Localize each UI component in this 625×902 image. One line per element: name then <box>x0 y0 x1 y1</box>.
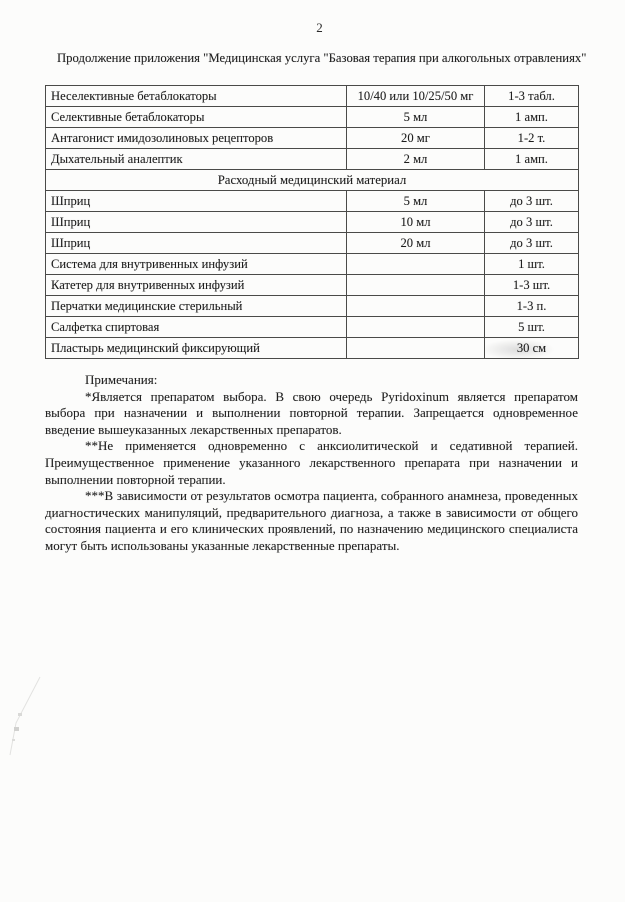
dose-cell <box>347 317 485 338</box>
item-name-cell: Перчатки медицинские стерильный <box>46 296 347 317</box>
item-name-cell: Антагонист имидозолиновых рецепторов <box>46 128 347 149</box>
item-name-cell: Дыхательный аналептик <box>46 149 347 170</box>
quantity-cell: 1 амп. <box>485 149 579 170</box>
table-row <box>46 86 579 107</box>
notes-heading: Примечания: <box>85 372 158 387</box>
table-row <box>46 338 579 359</box>
page-number: 2 <box>316 20 323 35</box>
table-row <box>46 275 579 296</box>
quantity-cell: 30 см <box>485 338 579 359</box>
item-name-cell: Катетер для внутривенных инфузий <box>46 275 347 296</box>
medication-table <box>45 85 579 359</box>
dose-cell: 20 мг <box>347 128 485 149</box>
item-name-cell: Система для внутривенных инфузий <box>46 254 347 275</box>
quantity-cell: 1 амп. <box>485 107 579 128</box>
notes-section <box>45 372 578 555</box>
dose-cell <box>347 275 485 296</box>
dose-cell <box>347 254 485 275</box>
dose-cell: 5 мл <box>347 107 485 128</box>
item-name-cell: Неселективные бетаблокаторы <box>46 86 347 107</box>
dose-cell <box>347 296 485 317</box>
quantity-cell: 1-3 п. <box>485 296 579 317</box>
table-row <box>46 107 579 128</box>
dose-cell <box>347 338 485 359</box>
quantity-cell: до 3 шт. <box>485 191 579 212</box>
note-paragraph: ***В зависимости от результатов осмотра пациента, собранного анамнеза, проведенных диагностических манипуляций, предварительного диагноза, а также в зависимости от общего состояния пациента и его клинических проявлений, по назначению медицинского специалиста могут быть использованы указанные лекарственные препараты. <box>45 488 578 553</box>
dose-cell: 5 мл <box>347 191 485 212</box>
quantity-cell: 1 шт. <box>485 254 579 275</box>
dose-cell: 10/40 или 10/25/50 мг <box>347 86 485 107</box>
item-name-cell: Пластырь медицинский фиксирующий <box>46 338 347 359</box>
quantity-cell: 1-2 т. <box>485 128 579 149</box>
scan-artifact <box>6 675 46 760</box>
quantity-cell: 1-3 шт. <box>485 275 579 296</box>
quantity-cell: до 3 шт. <box>485 233 579 254</box>
item-name-cell: Селективные бетаблокаторы <box>46 107 347 128</box>
table-row <box>46 317 579 338</box>
table-row <box>46 149 579 170</box>
item-name-cell: Салфетка спиртовая <box>46 317 347 338</box>
table-row <box>46 212 579 233</box>
table-row <box>46 254 579 275</box>
table-body <box>46 86 579 359</box>
quantity-cell: 1-3 табл. <box>485 86 579 107</box>
table-row <box>46 233 579 254</box>
quantity-cell: 5 шт. <box>485 317 579 338</box>
item-name-cell: Шприц <box>46 212 347 233</box>
table-row <box>46 191 579 212</box>
quantity-cell: до 3 шт. <box>485 212 579 233</box>
table-section-row <box>46 170 579 191</box>
table-row <box>46 296 579 317</box>
note-paragraph: *Является препаратом выбора. В свою очередь Pyridoxinum является препаратом выбора при назначении и выполнении повторной терапии. Запрещается одновременное введение вышеуказанных лекарственных препаратов. <box>45 388 578 437</box>
item-name-cell: Шприц <box>46 191 347 212</box>
table-row <box>46 128 579 149</box>
dose-cell: 2 мл <box>347 149 485 170</box>
note-paragraph: **Не применяется одновременно с анксиолитической и седативной терапией. Преимущественное применение указанного лекарственного препарата при назначении и выполнении повторной терапии. <box>45 438 578 487</box>
item-name-cell: Шприц <box>46 233 347 254</box>
document-page <box>0 20 625 902</box>
continuation-title: Продолжение приложения "Медицинская услуга "Базовая терапия при алкогольных отравлениях" <box>57 51 587 65</box>
dose-cell: 20 мл <box>347 233 485 254</box>
dose-cell: 10 мл <box>347 212 485 233</box>
section-label: Расходный медицинский материал <box>46 170 579 191</box>
